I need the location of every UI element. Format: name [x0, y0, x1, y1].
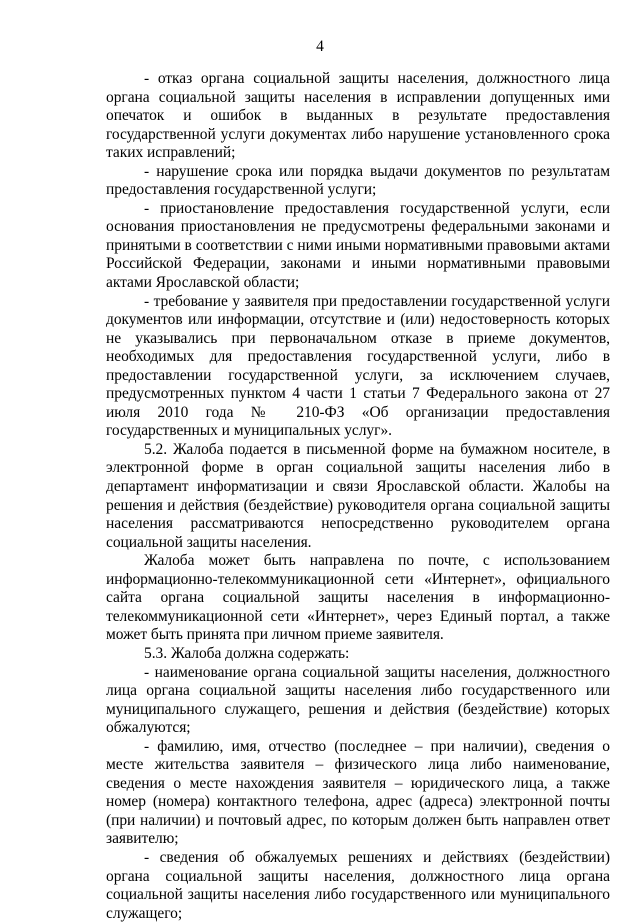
paragraph-contents-appealed-decisions: - сведения об обжалуемых решениях и действиях (бездействии) органа социальной защиты населения, должностного лица органа социальной защиты населения либо государственного или муниципального служащего;	[106, 848, 610, 922]
paragraph-document-requirement: - требование у заявителя при предоставлении государственной услуги документов или информации, отсутствие и (или) недостоверность которых не указывались при первоначальном отказе в приеме документов, необходимых для предоставления государственной услуги, либо в предоставлении государственной услуги, за исключением случаев, предусмотренных пунктом 4 части 1 статьи 7 Федерального закона от 27 июля 2010 года № 210-ФЗ «Об организации предоставления государственных и муниципальных услуг».	[106, 292, 610, 440]
paragraph-complaint-form: 5.2. Жалоба подается в письменной форме на бумажном носителе, в электронной форме в орган социальной защиты населения либо в департамент информатизации и связи Ярославской области. Жалобы на решения и действия (бездействие) руководителя органа социальной защиты населения рассматриваются непосредственно руководителем органа социальной защиты населения.	[106, 440, 610, 551]
page-number: 4	[316, 38, 324, 55]
document-body	[106, 70, 610, 923]
paragraph-contents-applicant-details: - фамилию, имя, отчество (последнее – при наличии), сведения о месте жительства заявителя – физического лица либо наименование, сведения о месте нахождения заявителя – юридического лица, а также номер (номера) контактного телефона, адрес (адреса) электронной почты (при наличии) и почтовый адрес, по которым должен быть направлен ответ заявителю;	[106, 737, 610, 848]
paragraph-contents-authority-name: - наименование органа социальной защиты населения, должностного лица органа социальной защиты населения либо государственного или муниципального служащего, решения и действия (бездействие) которых обжалуются;	[106, 663, 610, 737]
paragraph-issuance-violation: - нарушение срока или порядка выдачи документов по результатам предоставления государственной услуги;	[106, 162, 610, 199]
paragraph-complaint-channels: Жалоба может быть направлена по почте, с использованием информационно-телекоммуникационной сети «Интернет», официального сайта органа социальной защиты населения в информационно-телекоммуникационной сети «Интернет», через Единый портал, а также может быть принята при личном приеме заявителя.	[106, 552, 610, 644]
paragraph-suspension: - приостановление предоставления государственной услуги, если основания приостановления не предусмотрены федеральными законами и принятыми в соответствии с ними иными нормативными правовыми актами Российской Федерации, законами и иными нормативными правовыми актами Ярославской области;	[106, 199, 610, 292]
paragraph-complaint-contents-heading: 5.3. Жалоба должна содержать:	[144, 644, 350, 662]
paragraph-refusal-corrections: - отказ органа социальной защиты населения, должностного лица органа социальной защиты населения в исправлении допущенных ими опечаток и ошибок в выданных в результате предоставления государственной услуги документах либо нарушение установленного срока таких исправлений;	[106, 70, 610, 162]
